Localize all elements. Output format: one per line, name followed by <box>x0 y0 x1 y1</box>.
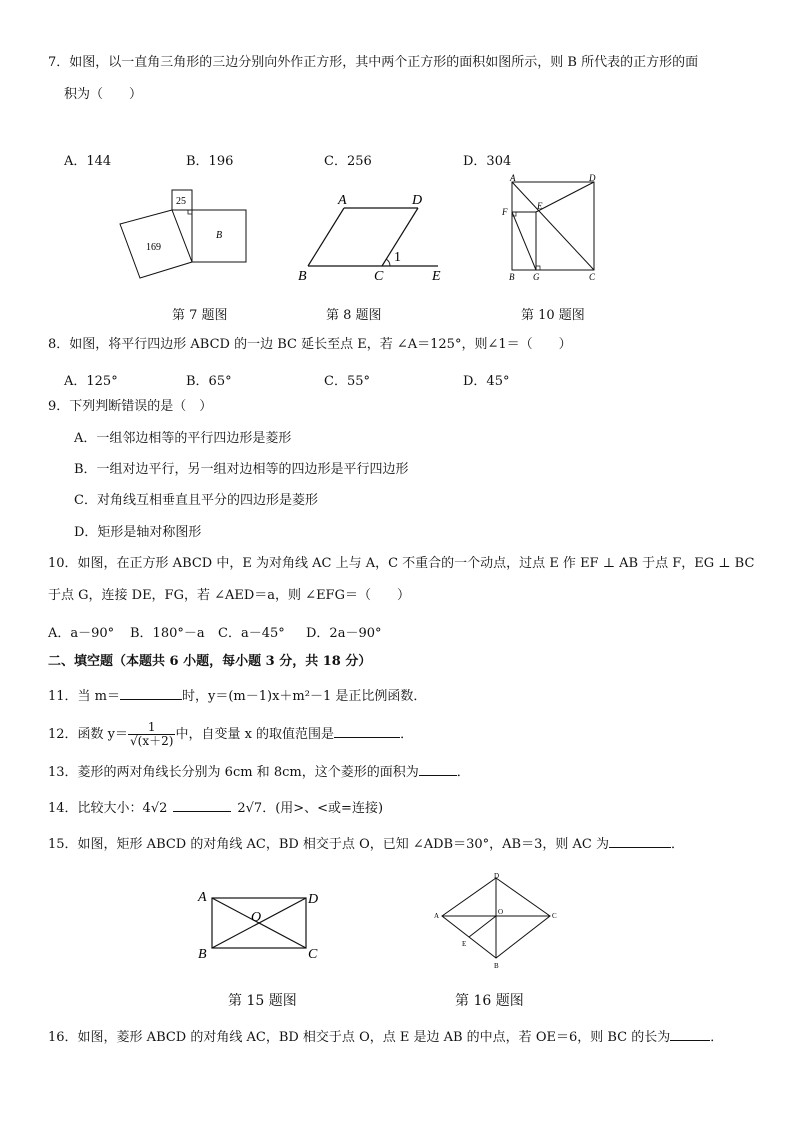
q11-answer-blank[interactable] <box>120 686 182 700</box>
q10-option-a[interactable]: A．a－90° <box>48 626 115 641</box>
section2-heading: 二、填空题（本题共 6 小题，每小题 3 分，共 18 分） <box>48 654 372 669</box>
q14-answer-blank[interactable] <box>173 798 231 812</box>
fig16-label-bottom: B <box>494 962 499 970</box>
q7-option-c[interactable]: C．256 <box>324 154 372 169</box>
q9-option-c[interactable]: C．对角线互相垂直且平分的四边形是菱形 <box>74 493 318 508</box>
fig10-label-e: E <box>537 201 543 211</box>
fig16-label-top: D <box>494 872 500 880</box>
q14 <box>48 798 383 818</box>
fig16-label-right: C <box>552 912 557 920</box>
fig8-caption: 第 8 题图 <box>326 308 382 323</box>
q14-post: 2√7．(用>、<或=连接) <box>237 801 384 816</box>
q7-option-a[interactable]: A．144 <box>64 154 112 169</box>
fig15-label-b: B <box>198 947 207 962</box>
q12-end: ． <box>400 727 414 742</box>
q11-pre: 11．当 m＝ <box>48 689 121 704</box>
fig15-label-c: C <box>308 947 318 962</box>
fig10-label-a: A <box>510 174 516 183</box>
q15-pre: 15．如图，矩形 ABCD 的对角线 AC，BD 相交于点 O，已知 ∠ADB＝30°，AB＝3，则 AC 为 <box>48 837 609 852</box>
fig16-label-left: A <box>434 912 440 920</box>
q10-option-b[interactable]: B．180°－a <box>130 626 205 641</box>
q10-option-d[interactable]: D．2a－90° <box>306 626 382 641</box>
q11-post: 时，y＝(m－1)x＋m²－1 是正比例函数． <box>182 689 427 704</box>
fig15-caption: 第 15 题图 <box>228 993 297 1009</box>
q13-answer-blank[interactable] <box>419 762 457 776</box>
q7-stem-line2: 积为（ ） <box>64 87 143 102</box>
q13-end: ． <box>456 765 470 780</box>
fig8-label-c: C <box>374 269 384 284</box>
q12-denominator: √(x＋2) <box>130 734 174 748</box>
q11 <box>48 686 426 706</box>
fig7-squares-diagram <box>110 182 260 282</box>
fig16-label-e: E <box>462 940 467 948</box>
q8-option-d[interactable]: D．45° <box>463 374 510 389</box>
q16-pre: 16．如图，菱形 ABCD 的对角线 AC，BD 相交于点 O，点 E 是边 AB 的中点，若 OE＝6，则 BC 的长为 <box>48 1030 671 1045</box>
fig15-label-a: A <box>198 890 207 905</box>
q8-option-c[interactable]: C．55° <box>324 374 370 389</box>
fig10-label-c: C <box>589 272 596 282</box>
q8-option-a[interactable]: A．125° <box>64 374 118 389</box>
fig10-square-diagram <box>500 174 606 284</box>
fig10-caption: 第 10 题图 <box>521 308 585 323</box>
fig16-label-o: O <box>498 908 504 916</box>
fig7-label-169: 169 <box>146 242 161 253</box>
fig8-label-angle1: 1 <box>394 250 401 265</box>
q8-stem: 8．如图，将平行四边形 ABCD 的一边 BC 延长至点 E，若 ∠A＝125°，则∠1＝（ ） <box>48 337 572 352</box>
q12-post: 中，自变量 x 的取值范围是 <box>175 727 335 742</box>
q9-option-a[interactable]: A．一组邻边相等的平行四边形是菱形 <box>74 431 292 446</box>
q15-end: ． <box>670 837 684 852</box>
fig7-label-25: 25 <box>176 196 186 207</box>
fig16-rhombus-diagram <box>428 870 560 976</box>
q16-answer-blank[interactable] <box>670 1027 710 1041</box>
fig7-label-b: B <box>216 230 223 241</box>
q14-pre: 14．比较大小：4√2 <box>48 801 168 816</box>
fig15-rectangle-diagram <box>192 886 322 964</box>
fig10-label-b: B <box>509 272 515 282</box>
fig8-label-d: D <box>412 193 423 208</box>
q10-stem-line2: 于点 G，连接 DE，FG，若 ∠AED＝a，则 ∠EFG＝（ ） <box>48 588 410 603</box>
fig10-label-d: D <box>589 174 596 183</box>
q10-option-c[interactable]: C．a－45° <box>218 626 285 641</box>
q13 <box>48 762 470 782</box>
q16-end: ． <box>710 1030 724 1045</box>
q10-stem-line1: 10．如图，在正方形 ABCD 中，E 为对角线 AC 上与 A，C 不重合的一个动点，过点 E 作 EF ⊥ AB 于点 F，EG ⊥ BC <box>48 556 755 571</box>
fig15-label-o: O <box>251 910 262 925</box>
q12-answer-blank[interactable] <box>334 724 400 738</box>
fig10-label-g: G <box>533 272 540 282</box>
q9-option-b[interactable]: B．一组对边平行，另一组对边相等的四边形是平行四边形 <box>74 462 409 477</box>
q12-fraction <box>128 721 175 748</box>
q8-option-b[interactable]: B．65° <box>186 374 232 389</box>
q7-stem-line1: 7．如图，以一直角三角形的三边分别向外作正方形，其中两个正方形的面积如图所示，则 B 所代表的正方形的面 <box>48 55 699 70</box>
q7-option-b[interactable]: B．196 <box>186 154 234 169</box>
q12 <box>48 718 413 752</box>
fig8-label-e: E <box>432 269 441 284</box>
q9-stem: 9．下列判断错误的是（ ） <box>48 399 213 414</box>
fig8-label-a: A <box>338 193 347 208</box>
q16 <box>48 1027 723 1047</box>
fig8-parallelogram-diagram <box>290 186 455 284</box>
fig8-label-b: B <box>298 269 307 284</box>
fig7-caption: 第 7 题图 <box>172 308 228 323</box>
q13-pre: 13．菱形的两对角线长分别为 6cm 和 8cm，这个菱形的面积为 <box>48 765 419 780</box>
q15-answer-blank[interactable] <box>609 834 671 848</box>
fig10-label-f: F <box>502 207 508 217</box>
fig15-label-d: D <box>308 892 319 907</box>
q12-numerator: 1 <box>128 721 175 735</box>
q7-option-d[interactable]: D．304 <box>463 154 512 169</box>
q9-option-d[interactable]: D．矩形是轴对称图形 <box>74 525 202 540</box>
q15 <box>48 834 684 854</box>
fig16-caption: 第 16 题图 <box>455 993 524 1009</box>
q12-pre: 12．函数 y＝ <box>48 727 129 742</box>
